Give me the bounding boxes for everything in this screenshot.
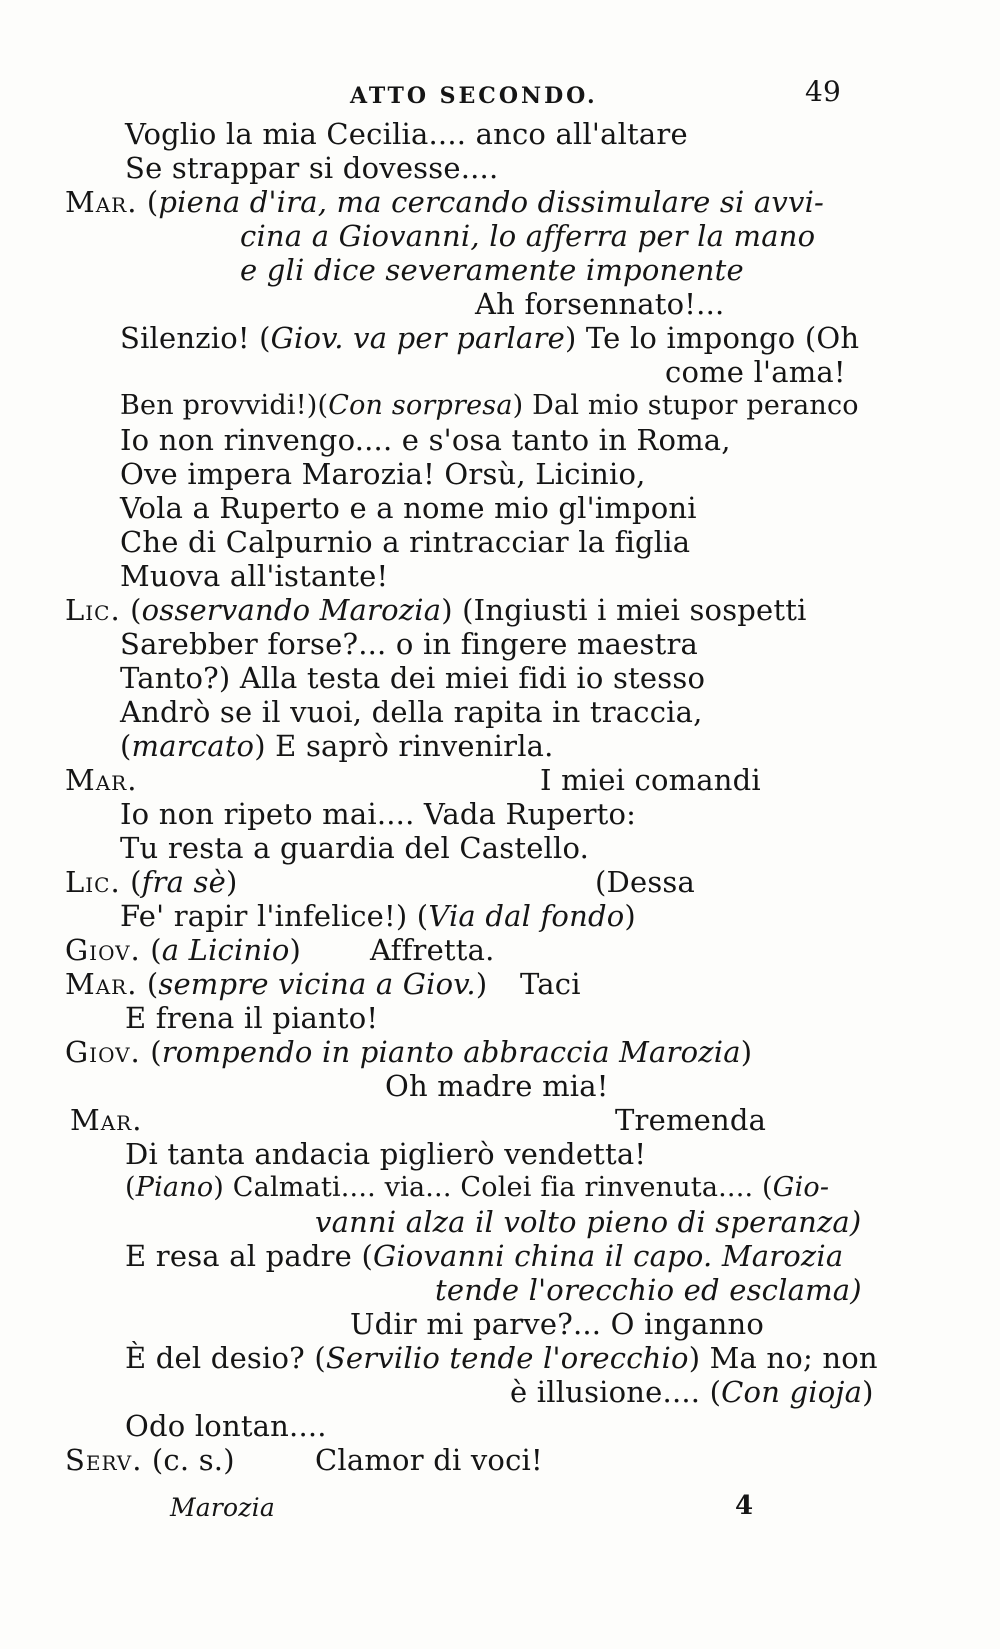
text-line <box>120 728 554 764</box>
text-span: ) <box>225 865 238 899</box>
text-span: ) Dal mio stupor peranco <box>512 390 859 421</box>
speaker-label: Mar. <box>65 185 138 219</box>
text-line: Vola a Ruperto e a nome mio gl'imponi <box>120 491 697 525</box>
text-line <box>65 966 487 1002</box>
stage-direction: osservando Marozia <box>141 593 442 627</box>
speaker-label: Serv. <box>65 1443 143 1477</box>
text-line: Taci <box>520 967 581 1001</box>
text-line <box>65 864 238 900</box>
text-span: ( <box>137 185 159 219</box>
text-line <box>120 898 636 934</box>
speaker-label: Lic. <box>65 865 121 899</box>
text-line: Muova all'istante! <box>120 559 389 593</box>
text-line: Affretta. <box>370 933 495 967</box>
stage-direction: Via dal fondo <box>428 899 625 933</box>
speaker-label: Lic. <box>65 593 121 627</box>
text-span: ) Ma no; non <box>688 1341 878 1375</box>
text-span: ( <box>140 933 162 967</box>
text-span: Fe' rapir l'infelice!) ( <box>120 899 429 933</box>
text-line <box>125 1340 878 1376</box>
text-line <box>125 1170 829 1206</box>
text-line: Ah forsennato!... <box>475 287 725 321</box>
text-line: I miei comandi <box>540 763 761 797</box>
running-header: ATTO SECONDO. <box>350 83 598 109</box>
text-line: Sarebber forse?... o in fingere maestra <box>120 627 699 661</box>
text-line: Tu resta a guardia del Castello. <box>120 831 590 865</box>
stage-direction: Con sorpresa <box>328 390 513 421</box>
text-span: (c. s.) <box>142 1443 235 1477</box>
text-span: ) Te lo impongo (Oh <box>564 321 860 355</box>
stage-direction: vanni alza il volto pieno di speranza) <box>315 1205 862 1239</box>
text-line: Tremenda <box>615 1103 767 1137</box>
speaker-label: Mar. <box>70 1103 143 1137</box>
stage-direction: sempre vicina a Giov. <box>158 967 476 1001</box>
stage-direction: piena d'ira, ma cercando dissimulare si avvi- <box>158 185 825 219</box>
stage-direction: Giovanni china il capo. Marozia <box>372 1239 844 1273</box>
text-span: ) (Ingiusti i miei sospetti <box>441 593 807 627</box>
page-number: 49 <box>805 75 842 108</box>
text-span: ) E saprò rinvenirla. <box>254 729 554 763</box>
text-span: ( <box>137 967 159 1001</box>
stage-direction: rompendo in pianto abbraccia Marozia <box>161 1035 741 1069</box>
text-line: Tanto?) Alla testa dei miei fidi io stesso <box>120 661 706 695</box>
text-span: ) <box>289 933 302 967</box>
speaker-label: Giov. <box>65 1035 141 1069</box>
text-line <box>65 932 301 968</box>
text-span: ) <box>624 899 636 933</box>
text-line <box>65 1034 752 1070</box>
text-line <box>120 388 859 424</box>
text-line: Andrò se il vuoi, della rapita in traccia, <box>120 695 703 729</box>
text-line: Di tanta andacia piglierò vendetta! <box>125 1137 647 1171</box>
text-line: Oh madre mia! <box>385 1069 609 1103</box>
stage-direction: tende l'orecchio ed esclama) <box>435 1273 862 1307</box>
text-span: ) <box>862 1375 874 1409</box>
text-line: Se strappar si dovesse.... <box>125 151 499 185</box>
text-line <box>120 320 859 356</box>
footer-signature: Marozia <box>170 1493 275 1522</box>
text-span: ( <box>120 593 142 627</box>
footer-sheet-number: 4 <box>735 1491 754 1521</box>
stage-direction: Giov. va per parlare <box>270 321 565 355</box>
stage-direction: Piano <box>135 1172 214 1203</box>
stage-direction: e gli dice severamente imponente <box>240 253 744 287</box>
text-line <box>65 592 807 628</box>
text-span: È del desio? ( <box>125 1341 326 1375</box>
text-span: è illusione.... ( <box>510 1375 722 1409</box>
text-line: Ove impera Marozia! Orsù, Licinio, <box>120 457 646 491</box>
stage-direction: Con gioja <box>721 1375 863 1409</box>
text-line: Odo lontan.... <box>125 1409 327 1443</box>
speaker-label: Mar. <box>65 967 138 1001</box>
stage-direction: marcato <box>131 729 255 763</box>
stage-direction: cina a Giovanni, lo afferra per la mano <box>240 219 816 253</box>
text-span: ) <box>475 967 488 1001</box>
text-line: Voglio la mia Cecilia.... anco all'altare <box>125 117 688 151</box>
text-line: Io non ripeto mai.... Vada Ruperto: <box>120 797 637 831</box>
stage-direction: fra sè <box>141 865 226 899</box>
text-span: ( <box>140 1035 162 1069</box>
text-line: E frena il pianto! <box>125 1001 379 1035</box>
text-line <box>65 184 824 220</box>
text-line <box>125 1238 843 1274</box>
text-line: (Dessa <box>595 865 695 899</box>
stage-direction: a Licinio <box>161 933 290 967</box>
speaker-label: Mar. <box>65 763 138 797</box>
text-span: E resa al padre ( <box>125 1239 373 1273</box>
text-span: ( <box>125 1172 136 1203</box>
text-span: ) Calmati.... via... Colei fia rinvenuta.... ( <box>213 1172 773 1203</box>
stage-direction: Servilio tende l'orecchio <box>325 1341 689 1375</box>
text-line: Udir mi parve?... O inganno <box>350 1307 765 1341</box>
text-line <box>65 1442 235 1478</box>
text-line: Io non rinvengo.... e s'osa tanto in Roma, <box>120 423 731 457</box>
text-line: Che di Calpurnio a rintracciar la figlia <box>120 525 691 559</box>
text-span: ( <box>120 865 142 899</box>
speaker-label: Giov. <box>65 933 141 967</box>
text-line: Clamor di voci! <box>315 1443 543 1477</box>
text-line: come l'ama! <box>665 355 846 389</box>
text-span: ) <box>740 1035 753 1069</box>
text-span: Silenzio! ( <box>120 321 271 355</box>
text-line <box>510 1374 874 1410</box>
stage-direction: Gio- <box>772 1172 830 1203</box>
text-span: Ben provvidi!)( <box>120 390 329 421</box>
text-span: ( <box>120 729 132 763</box>
